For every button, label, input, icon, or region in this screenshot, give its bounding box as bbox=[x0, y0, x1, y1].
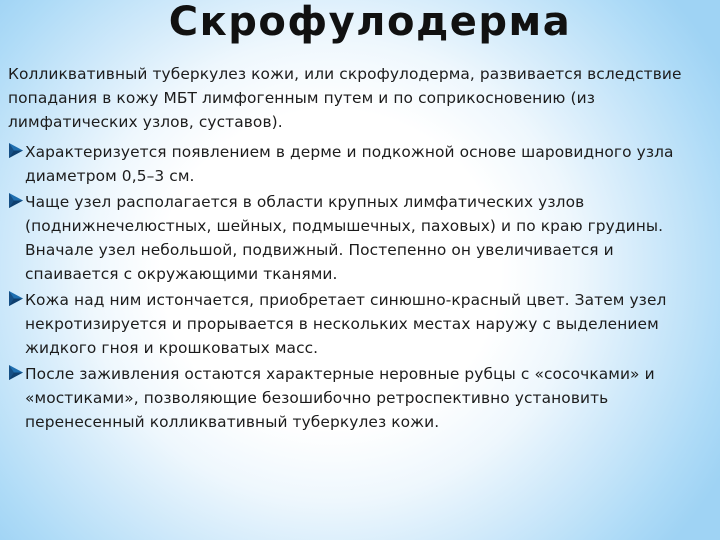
slide-content bbox=[8, 62, 708, 436]
bullet-item bbox=[8, 288, 708, 360]
bullet-text: Кожа над ним истончается, приобретает синюшно-красный цвет. Затем узел некротизируется и прорывается в нескольких местах наружу с выделением жидкого гноя и крошковатых масс. bbox=[25, 291, 667, 357]
bullet-item bbox=[8, 362, 708, 434]
bullet-text: Характеризуется появлением в дерме и подкожной основе шаровидного узла диаметром 0,5–3 см. bbox=[25, 143, 674, 185]
bullet-text: После заживления остаются характерные неровные рубцы с «сосочками» и «мостиками», позволяющие безошибочно ретроспективно установить перенесенный колликвативный туберкулез кожи. bbox=[25, 365, 655, 431]
intro-paragraph: Колликвативный туберкулез кожи, или скрофулодерма, развивается вследствие попадания в кожу МБТ лимфогенным путем и по соприкосновению (из лимфатических узлов, суставов). bbox=[8, 65, 682, 131]
slide-title: Скрофулодерма bbox=[168, 0, 572, 45]
arrow-bullet-icon bbox=[8, 364, 25, 381]
arrow-bullet-icon bbox=[8, 192, 25, 209]
arrow-bullet-icon bbox=[8, 290, 25, 307]
bullet-item bbox=[8, 190, 708, 286]
arrow-bullet-icon bbox=[8, 142, 25, 159]
bullet-list bbox=[8, 140, 708, 434]
bullet-item bbox=[8, 140, 708, 188]
bullet-text: Чаще узел располагается в области крупных лимфатических узлов (поднижнечелюстных, шейных, подмышечных, паховых) и по краю грудины. Вначале узел небольшой, подвижный. Постепенно он увеличивается и спаивается с окружающими тканями. bbox=[25, 193, 664, 283]
